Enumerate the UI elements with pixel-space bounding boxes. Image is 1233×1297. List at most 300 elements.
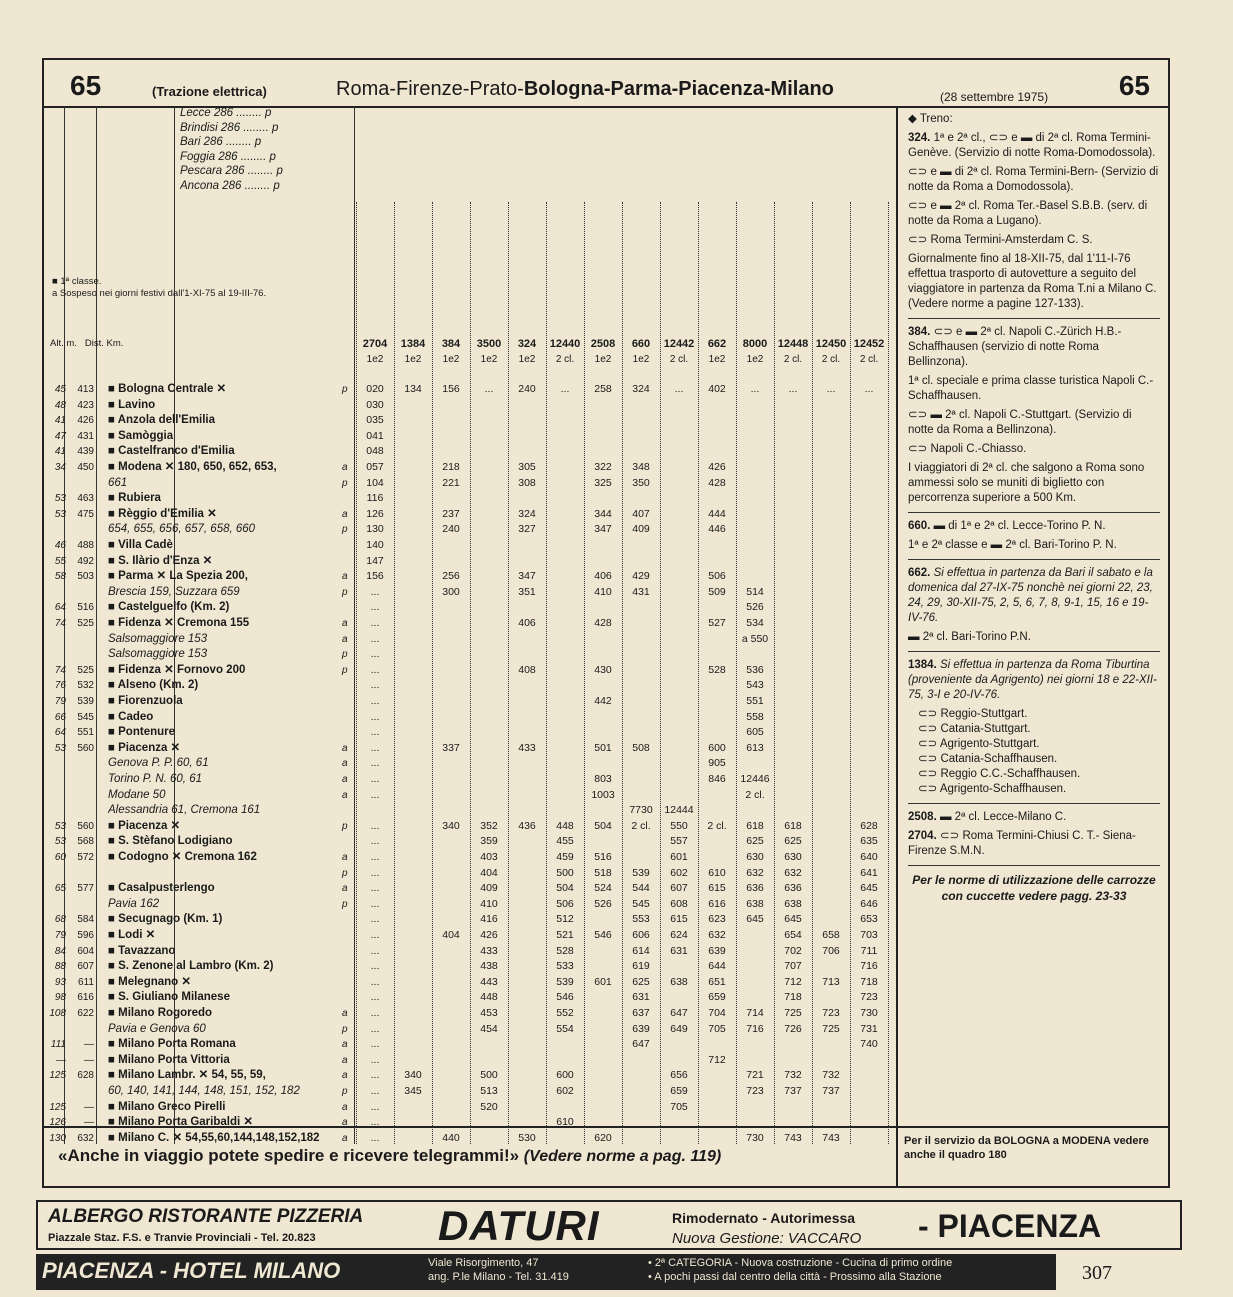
station-name: 654, 655, 656, 657, 658, 660 bbox=[108, 523, 256, 536]
time-cell: 526 bbox=[746, 601, 764, 614]
origin-stations bbox=[180, 106, 350, 193]
time-cell: ... bbox=[370, 913, 380, 926]
time-cell: 347 bbox=[594, 523, 612, 536]
time-cell: ... bbox=[370, 1007, 380, 1019]
time-cell: 524 bbox=[594, 882, 612, 895]
note-384-b: 1ª cl. speciale e prima classe turistica Napoli C.-Schaffhausen. bbox=[908, 375, 1154, 402]
time-cell: 645 bbox=[784, 913, 802, 926]
time-cell: 035 bbox=[366, 414, 384, 427]
time-cell: 656 bbox=[670, 1069, 688, 1082]
distance-km: 616 bbox=[77, 992, 94, 1004]
time-cell: 623 bbox=[708, 913, 726, 926]
time-cell: 716 bbox=[860, 960, 878, 973]
ad-remod: Rimodernato - Autorimessa bbox=[672, 1210, 856, 1226]
time-cell: ... bbox=[370, 835, 380, 848]
arr-dep-marker: p bbox=[342, 384, 348, 395]
station-name: 661 bbox=[108, 476, 128, 489]
distance-km: 516 bbox=[77, 602, 94, 614]
route-title: Roma-Firenze-Prato-Bologna-Parma-Piacenza-Milano bbox=[336, 78, 834, 100]
altitude: 74 bbox=[54, 664, 66, 676]
note-1384-item: ⊂⊃ Agrigento-Schaffhausen. bbox=[918, 783, 1067, 795]
time-cell: 344 bbox=[594, 507, 612, 520]
arr-dep-marker: a bbox=[342, 1070, 348, 1082]
train-number: 12450 bbox=[815, 338, 847, 350]
station-name: ■ Lavino bbox=[108, 398, 156, 411]
time-cell: 409 bbox=[480, 882, 498, 895]
time-cell: 324 bbox=[518, 507, 536, 520]
time-cell: 630 bbox=[746, 851, 764, 863]
time-cell: 408 bbox=[518, 663, 536, 676]
time-cell: 448 bbox=[556, 819, 574, 832]
station-name: ■ Rubiera bbox=[108, 492, 161, 505]
time-cell: 444 bbox=[708, 507, 726, 520]
time-cell: 506 bbox=[708, 570, 726, 583]
time-cell: 713 bbox=[822, 975, 840, 988]
time-cell: 641 bbox=[860, 866, 878, 879]
distance-km: 525 bbox=[77, 664, 94, 676]
time-cell: 737 bbox=[784, 1085, 802, 1097]
time-cell: 644 bbox=[708, 960, 726, 973]
time-cell: 716 bbox=[746, 1022, 764, 1035]
arr-dep-marker: a bbox=[342, 571, 348, 583]
time-cell: 546 bbox=[594, 929, 612, 941]
altitude: 46 bbox=[54, 540, 66, 551]
time-cell: ... bbox=[370, 601, 380, 614]
train-class: 1e2 bbox=[404, 354, 422, 365]
time-cell: 237 bbox=[442, 507, 460, 520]
distance-km: 413 bbox=[77, 384, 94, 395]
station-name: ■ Casalpusterlengo bbox=[108, 882, 215, 895]
train-class: 1e2 bbox=[366, 354, 384, 365]
arr-dep-marker: p bbox=[342, 1086, 348, 1097]
station-name: ■ Fiorenzuola bbox=[108, 695, 183, 707]
station-name: ■ Alseno (Km. 2) bbox=[108, 679, 199, 692]
time-cell: 512 bbox=[556, 913, 574, 926]
time-cell: 258 bbox=[594, 383, 612, 395]
time-cell: 539 bbox=[632, 866, 650, 879]
time-cell: 410 bbox=[480, 897, 498, 910]
arr-dep-marker: p bbox=[342, 477, 348, 489]
time-cell: 057 bbox=[366, 461, 384, 473]
time-cell: 340 bbox=[404, 1069, 422, 1082]
time-cell: 645 bbox=[746, 913, 764, 926]
origin-station: Bari 286 ........ p bbox=[180, 136, 262, 148]
altitude: 65 bbox=[54, 883, 66, 895]
distance-km: 423 bbox=[77, 399, 94, 411]
time-cell: 305 bbox=[518, 461, 536, 473]
time-cell: 430 bbox=[594, 663, 612, 676]
note-1384-list bbox=[908, 707, 1160, 797]
time-cell: 618 bbox=[746, 819, 764, 832]
bologna-modena-note: Per il servizio da BOLOGNA a MODENA vedere anche il quadro 180 bbox=[896, 1126, 1168, 1188]
station-name: ■ Piacenza ✕ bbox=[108, 819, 181, 832]
station-name: ■ Milano Lambr. ✕ 54, 55, 59, bbox=[108, 1069, 266, 1082]
time-cell: ... bbox=[788, 383, 798, 395]
time-cell: 631 bbox=[670, 944, 688, 957]
distance-km: 475 bbox=[77, 508, 94, 520]
time-cell: 403 bbox=[480, 851, 498, 863]
time-cell: ... bbox=[826, 383, 836, 395]
time-cell: ... bbox=[370, 1069, 380, 1082]
train-number: 324 bbox=[517, 338, 537, 350]
distance-km: 560 bbox=[77, 820, 94, 832]
altitude: 125 bbox=[49, 1101, 66, 1113]
notes-title: ◆ Treno: bbox=[908, 113, 953, 125]
note-2508: 2508. ▬ 2ª cl. Lecce-Milano C. bbox=[908, 811, 1067, 823]
station-name: Salsomaggiore 153 bbox=[108, 632, 208, 645]
station-name: ■ Règgio d'Emilia ✕ bbox=[108, 507, 217, 520]
station-name: Torino P. N. 60, 61 bbox=[108, 773, 202, 785]
distance-km: — bbox=[84, 1054, 94, 1066]
time-cell: 636 bbox=[746, 882, 764, 895]
time-cell: ... bbox=[370, 1022, 380, 1035]
time-cell: 613 bbox=[746, 741, 764, 754]
time-cell: 718 bbox=[860, 975, 878, 988]
distance-km: 560 bbox=[77, 742, 94, 754]
telegram-banner: «Anche in viaggio potete spedire e ricevere telegrammi!» (Vedere norme a pag. 119) bbox=[44, 1126, 896, 1188]
time-cell: ... bbox=[370, 991, 380, 1004]
time-cell: 406 bbox=[518, 617, 536, 629]
note-cuccette: Per le norme di utilizzazione delle carrozze con cuccette vedere pagg. 23-33 bbox=[912, 873, 1156, 903]
time-cell: 501 bbox=[594, 741, 612, 754]
timetable bbox=[44, 106, 896, 1144]
time-cell: 730 bbox=[860, 1007, 878, 1019]
time-cell: 637 bbox=[632, 1007, 650, 1019]
time-cell: 509 bbox=[708, 585, 726, 598]
column-separator bbox=[698, 202, 699, 1144]
station-name: ■ Melegnano ✕ bbox=[108, 975, 192, 988]
time-cell: 711 bbox=[860, 944, 878, 957]
train-number: 12440 bbox=[549, 338, 581, 350]
arr-dep-marker: p bbox=[342, 820, 348, 832]
station-name: ■ Bologna Centrale ✕ bbox=[108, 383, 227, 395]
arr-dep-marker: a bbox=[342, 1008, 348, 1019]
time-cell: 514 bbox=[746, 585, 764, 598]
time-cell: 218 bbox=[442, 461, 460, 473]
note-384: 384. ⊂⊃ e ▬ 2ª cl. Napoli C.-Zürich H.B.- Schaffhausen (servizio di notte Roma Bellinzona). bbox=[908, 326, 1122, 368]
advertisement-hotel-milano bbox=[36, 1254, 1056, 1290]
arr-dep-marker: a bbox=[342, 1132, 348, 1144]
time-cell: 640 bbox=[860, 851, 878, 863]
train-number: 12448 bbox=[777, 338, 809, 350]
station-name: ■ Piacenza ✕ bbox=[108, 741, 181, 754]
train-class: 1e2 bbox=[480, 354, 498, 365]
altitude: 64 bbox=[54, 727, 66, 739]
time-cell: 731 bbox=[860, 1022, 878, 1035]
time-cell: ... bbox=[370, 585, 380, 598]
station-name: ■ Milano Porta Vittoria bbox=[108, 1053, 230, 1066]
time-cell: 455 bbox=[556, 835, 574, 848]
time-cell: 147 bbox=[366, 554, 384, 567]
train-number: 12452 bbox=[853, 338, 885, 350]
distance-km: 568 bbox=[77, 836, 94, 848]
time-cell: ... bbox=[370, 1100, 380, 1113]
train-class: 2 cl. bbox=[555, 354, 575, 365]
arr-dep-marker: a bbox=[342, 774, 348, 785]
station-name: ■ Milano Porta Garibaldi ✕ bbox=[108, 1116, 254, 1129]
time-cell: 706 bbox=[822, 944, 840, 957]
time-cell: ... bbox=[674, 383, 684, 395]
train-number: 3500 bbox=[476, 338, 502, 350]
time-cell: 620 bbox=[594, 1131, 612, 1144]
table-number-right: 65 bbox=[1118, 70, 1150, 101]
time-cell: 126 bbox=[366, 507, 384, 520]
time-cell: 632 bbox=[784, 866, 802, 879]
time-cell: ... bbox=[370, 1053, 380, 1066]
distance-km: 545 bbox=[77, 711, 94, 723]
time-cell: 638 bbox=[746, 897, 764, 910]
station-name: ■ Parma ✕ La Spezia 200, bbox=[108, 570, 248, 583]
station-name: ■ Villa Cadè bbox=[108, 539, 173, 551]
altitude: 93 bbox=[54, 976, 66, 988]
train-class: 1e2 bbox=[632, 354, 650, 365]
station-name: ■ Fidenza ✕ Fornovo 200 bbox=[108, 663, 246, 676]
time-cell: 030 bbox=[366, 398, 384, 411]
time-cell: 527 bbox=[708, 617, 726, 629]
time-cell: 544 bbox=[632, 882, 650, 895]
station-name: ■ Samòggia bbox=[108, 429, 174, 442]
time-cell: 020 bbox=[366, 383, 384, 395]
distance-km: 503 bbox=[77, 571, 94, 583]
time-cell: 639 bbox=[632, 1022, 650, 1035]
time-cell: 550 bbox=[670, 819, 688, 832]
time-cell: 723 bbox=[860, 991, 878, 1004]
time-cell: 743 bbox=[822, 1131, 840, 1144]
station-name: Brescia 159, Suzzara 659 bbox=[108, 585, 240, 598]
station-name: Genova P. P. 60, 61 bbox=[108, 757, 209, 770]
time-cell: 645 bbox=[860, 882, 878, 895]
altitude: 126 bbox=[49, 1117, 66, 1129]
time-cell: ... bbox=[370, 1131, 380, 1144]
time-cell: 743 bbox=[784, 1131, 802, 1144]
time-cell: 337 bbox=[442, 741, 460, 754]
station-name: ■ Tavazzano bbox=[108, 944, 176, 957]
time-cell: ... bbox=[370, 679, 380, 692]
time-cell: 730 bbox=[746, 1131, 764, 1144]
altitude: 79 bbox=[54, 930, 66, 941]
time-cell: 428 bbox=[594, 617, 612, 629]
arr-dep-marker: a bbox=[342, 1039, 348, 1051]
time-cell: 528 bbox=[708, 663, 726, 676]
time-cell: 429 bbox=[632, 570, 650, 583]
time-cell: 635 bbox=[860, 835, 878, 848]
time-cell: 240 bbox=[518, 383, 536, 395]
time-cell: 404 bbox=[442, 929, 460, 941]
time-cell: 803 bbox=[594, 773, 612, 785]
time-cell: 632 bbox=[708, 929, 726, 941]
arr-dep-marker: a bbox=[342, 508, 348, 520]
time-cell: 459 bbox=[556, 851, 574, 863]
time-cell: 500 bbox=[556, 866, 574, 879]
note-1384: 1384. Si effettua in partenza da Roma Tiburtina (proveniente da Agrigento) nei giorni 18 e 22-XII-75, 3-I e 20-IV-76. bbox=[908, 659, 1157, 701]
time-cell: 530 bbox=[518, 1131, 536, 1144]
time-cell: ... bbox=[560, 383, 570, 395]
time-cell: 300 bbox=[442, 585, 460, 598]
time-cell: 659 bbox=[708, 991, 726, 1004]
time-cell: 428 bbox=[708, 476, 726, 489]
train-number: 12442 bbox=[663, 338, 695, 350]
column-separator bbox=[622, 202, 623, 1144]
time-cell: ... bbox=[370, 788, 380, 801]
column-separator bbox=[394, 202, 395, 1144]
time-cell: 625 bbox=[632, 975, 650, 988]
arr-dep-marker: p bbox=[342, 664, 348, 676]
time-cell: 553 bbox=[632, 913, 650, 926]
time-cell: 7730 bbox=[629, 804, 653, 817]
time-cell: 348 bbox=[632, 461, 650, 473]
time-cell: 653 bbox=[860, 913, 878, 926]
time-cell: 433 bbox=[480, 944, 498, 957]
time-cell: 351 bbox=[518, 585, 536, 598]
time-cell: 513 bbox=[480, 1085, 498, 1097]
altitude: 60 bbox=[54, 852, 66, 863]
time-cell: 504 bbox=[556, 882, 574, 895]
arr-dep-marker: a bbox=[342, 742, 348, 754]
time-cell: 12444 bbox=[664, 804, 694, 817]
time-cell: 240 bbox=[442, 523, 460, 536]
time-cell: ... bbox=[370, 929, 380, 941]
distance-km: 628 bbox=[77, 1070, 94, 1082]
time-cell: 433 bbox=[518, 741, 536, 754]
time-cell: 156 bbox=[442, 383, 460, 395]
time-cell: 340 bbox=[442, 819, 460, 832]
time-cell: 426 bbox=[708, 461, 726, 473]
ad-viale: Viale Risorgimento, 47 bbox=[428, 1257, 539, 1269]
time-cell: ... bbox=[370, 1038, 380, 1051]
time-cell: 619 bbox=[632, 960, 650, 973]
time-cell: ... bbox=[370, 1085, 380, 1097]
time-cell: 406 bbox=[594, 570, 612, 583]
time-cell: 647 bbox=[670, 1007, 688, 1019]
altitude: 130 bbox=[49, 1132, 66, 1144]
note-662: 662. Si effettua in partenza da Bari il sabato e la domenica dal 27-IX-75 nonchè nei giorni 22, 23, 24, 29, 30-XII-75, 2, 5, 6, 7, 8, 9-1, 15, 16 e 19-IV-76. bbox=[908, 567, 1153, 624]
altitude: 64 bbox=[54, 602, 66, 614]
column-separator bbox=[850, 202, 851, 1144]
distance-km: 551 bbox=[77, 727, 94, 739]
note-324-e: Giornalmente fino al 18-XII-75, dal 1'11-I-76 effettua trasporto di autovetture a seguito del viaggiatore in partenza da Roma T.ni a Milano C. (Vedere norme a pagine 127-133). bbox=[908, 253, 1157, 310]
time-cell: 905 bbox=[708, 757, 726, 770]
time-cell: 721 bbox=[746, 1069, 764, 1082]
time-cell: 546 bbox=[556, 991, 574, 1004]
note-384-e: I viaggiatori di 2ª cl. che salgono a Roma sono ammessi solo se muniti di biglietto con percorrenza superiore a 500 Km. bbox=[908, 462, 1145, 504]
time-cell: 431 bbox=[632, 585, 650, 598]
time-cell: 116 bbox=[366, 492, 384, 505]
time-cell: 705 bbox=[670, 1100, 688, 1113]
origin-station: Foggia 286 ........ p bbox=[180, 150, 276, 163]
distance-km: 532 bbox=[77, 680, 94, 692]
time-cell: ... bbox=[484, 383, 494, 395]
time-cell: 647 bbox=[632, 1038, 650, 1051]
altitude: 55 bbox=[54, 555, 66, 567]
column-separator bbox=[774, 202, 775, 1144]
time-cell: ... bbox=[370, 1116, 380, 1129]
time-cell: ... bbox=[370, 695, 380, 707]
ad-city: - PIACENZA bbox=[918, 1208, 1102, 1244]
column-separator bbox=[888, 202, 889, 1144]
station-name: Pavia e Genova 60 bbox=[108, 1022, 206, 1035]
distance-km: 439 bbox=[77, 446, 94, 458]
distance-km: 632 bbox=[77, 1132, 94, 1144]
time-cell: 426 bbox=[480, 929, 498, 941]
time-cell: 416 bbox=[480, 913, 498, 926]
distance-km: 622 bbox=[77, 1008, 94, 1019]
time-cell: 308 bbox=[518, 476, 536, 489]
altitude: 108 bbox=[49, 1008, 66, 1019]
time-cell: 610 bbox=[708, 866, 726, 879]
time-cell: 352 bbox=[480, 819, 498, 832]
time-cell: 723 bbox=[746, 1085, 764, 1097]
origin-station: Ancona 286 ........ p bbox=[180, 179, 280, 192]
time-cell: 041 bbox=[366, 429, 384, 442]
time-cell: 602 bbox=[670, 866, 688, 879]
ad-daturi-logo: DATURI bbox=[438, 1202, 600, 1249]
arr-dep-marker: a bbox=[342, 618, 348, 629]
time-cell: 454 bbox=[480, 1022, 498, 1035]
train-class: 1e2 bbox=[746, 354, 764, 365]
time-cell: 528 bbox=[556, 944, 574, 957]
distance-km: 463 bbox=[77, 493, 94, 505]
time-cell: 347 bbox=[518, 570, 536, 583]
arr-dep-marker: a bbox=[342, 883, 348, 895]
time-cell: 453 bbox=[480, 1007, 498, 1019]
column-separator bbox=[812, 202, 813, 1144]
time-cell: 636 bbox=[784, 882, 802, 895]
altitude: 53 bbox=[54, 820, 66, 832]
ad-desc-1: • 2ª CATEGORIA - Nuova costruzione - Cucina di primo ordine bbox=[648, 1257, 953, 1269]
time-cell: 638 bbox=[670, 975, 688, 988]
time-cell: 551 bbox=[746, 695, 764, 707]
station-name: Modane 50 bbox=[108, 788, 166, 801]
station-name: ■ Milano Greco Pirelli bbox=[108, 1100, 226, 1113]
time-cell: 443 bbox=[480, 975, 498, 988]
time-cell: 614 bbox=[632, 944, 650, 957]
arr-dep-marker: p bbox=[342, 524, 348, 536]
time-cell: 718 bbox=[784, 991, 802, 1004]
note-1384-item: ⊂⊃ Catania-Schaffhausen. bbox=[918, 753, 1058, 765]
station-name: ■ Milano Porta Romana bbox=[108, 1038, 236, 1051]
time-cell: 409 bbox=[632, 523, 650, 536]
time-cell: 134 bbox=[404, 383, 422, 395]
time-cell: ... bbox=[370, 882, 380, 895]
time-cell: 350 bbox=[632, 476, 650, 489]
time-cell: 436 bbox=[518, 819, 536, 832]
note-324-b: ⊂⊃ e ▬ di 2ª cl. Roma Termini-Bern- (Servizio di notte da Roma a Domodossola). bbox=[908, 166, 1159, 193]
arr-dep-marker: a bbox=[342, 633, 348, 645]
time-cell: 404 bbox=[480, 866, 498, 879]
time-cell: ... bbox=[370, 866, 380, 879]
time-cell: 256 bbox=[442, 570, 460, 583]
time-cell: ... bbox=[370, 710, 380, 723]
time-cell: 639 bbox=[708, 944, 726, 957]
distance-km: 431 bbox=[77, 430, 94, 442]
arr-dep-marker: a bbox=[342, 852, 348, 863]
distance-km: — bbox=[84, 1039, 94, 1051]
station-name: ■ S. Stèfano Lodigiano bbox=[108, 835, 233, 848]
time-cell: 732 bbox=[784, 1069, 802, 1082]
distance-km: — bbox=[84, 1101, 94, 1113]
time-cell: 607 bbox=[670, 882, 688, 895]
note-660: 660. ▬ di 1ª e 2ª cl. Lecce-Torino P. N. bbox=[908, 520, 1106, 532]
distance-km: 584 bbox=[77, 914, 94, 926]
time-cell: 500 bbox=[480, 1069, 498, 1082]
note-1384-item: ⊂⊃ Catania-Stuttgart. bbox=[918, 723, 1031, 735]
train-class: 1e2 bbox=[708, 354, 726, 365]
altitude: 79 bbox=[54, 696, 66, 707]
time-cell: 325 bbox=[594, 476, 612, 489]
time-cell: 221 bbox=[442, 476, 460, 489]
column-separator bbox=[470, 202, 471, 1144]
time-cell: 632 bbox=[746, 866, 764, 879]
